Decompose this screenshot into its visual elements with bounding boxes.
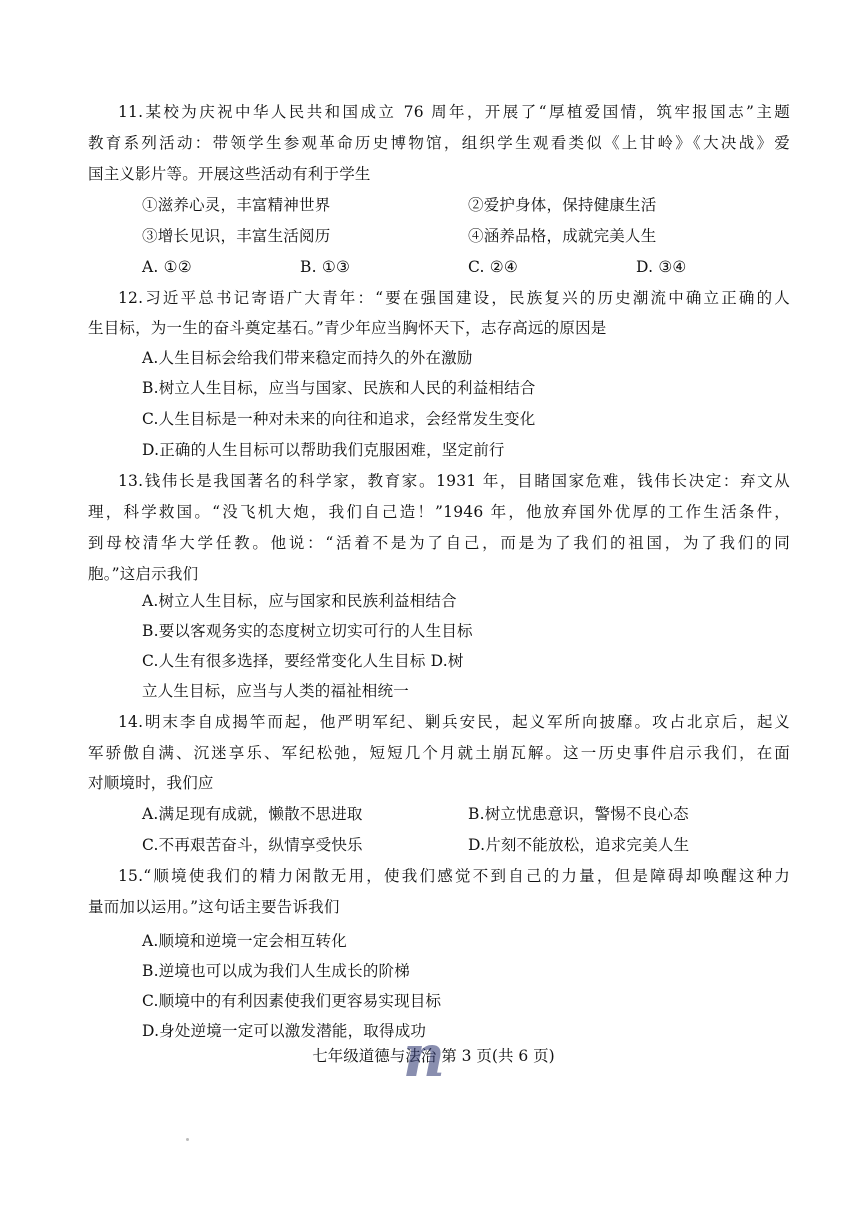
page-footer: 七年级道德与法治 第 3 页(共 6 页) [312, 1047, 555, 1065]
q11-stem-line1: 11.某校为庆祝中华人民共和国成立 76 周年，开展了“厚植爱国情，筑牢报国志”主题 [118, 103, 790, 121]
q14-option-c: C.不再艰苦奋斗，纵情享受快乐 [142, 836, 363, 854]
q15-stem-line2: 量而加以运用。”这句话主要告诉我们 [88, 898, 340, 916]
q14-option-b: B.树立忧患意识，警惕不良心态 [468, 805, 689, 823]
q14-stem-line2: 军骄傲自满、沉迷享乐、军纪松弛，短短几个月就土崩瓦解。这一历史事件启示我们，在面 [88, 744, 790, 762]
q11-stem-line3: 国主义影片等。开展这些活动有利于学生 [88, 165, 371, 183]
q11-option-a: A. ①② [142, 258, 192, 276]
q15-option-a: A.顺境和逆境一定会相互转化 [142, 932, 347, 950]
q14-option-a: A.满足现有成就，懒散不思进取 [142, 805, 363, 823]
q11-option-b: B. ①③ [300, 258, 351, 276]
q12-option-b: B.树立人生目标，应当与国家、民族和人民的利益相结合 [142, 379, 536, 397]
q11-stem-line2: 教育系列活动：带领学生参观革命历史博物馆，组织学生观看类似《上甘岭》《大决战》爱 [88, 134, 790, 152]
q13-stem-line1: 13.钱伟长是我国著名的科学家，教育家。1931 年，目睹国家危难，钱伟长决定：弃文从 [118, 472, 790, 490]
q13-option-a: A.树立人生目标，应与国家和民族利益相结合 [142, 592, 457, 610]
q11-option-d: D. ③④ [636, 258, 687, 276]
q11-item-2: ②爱护身体，保持健康生活 [468, 196, 657, 214]
q12-stem-line1: 12.习近平总书记寄语广大青年：“要在强国建设，民族复兴的历史潮流中确立正确的人 [118, 289, 790, 307]
q11-item-4: ④涵养品格，成就完美人生 [468, 227, 657, 245]
q15-option-c: C.顺境中的有利因素使我们更容易实现目标 [142, 992, 442, 1010]
q11-item-1: ①滋养心灵，丰富精神世界 [142, 196, 331, 214]
q14-stem-line1: 14.明末李自成揭竿而起，他严明军纪、剿兵安民，起义军所向披靡。攻占北京后，起义 [118, 713, 790, 731]
q13-option-b: B.要以客观务实的态度树立切实可行的人生目标 [142, 622, 473, 640]
q12-option-d: D.正确的人生目标可以帮助我们克服困难，坚定前行 [142, 441, 505, 459]
q14-stem-line3: 对顺境时，我们应 [88, 774, 214, 792]
q12-option-c: C.人生目标是一种对未来的向往和追求，会经常发生变化 [142, 410, 536, 428]
q15-option-b: B.逆境也可以成为我们人生成长的阶梯 [142, 962, 410, 980]
q12-stem-line2: 生目标，为一生的奋斗奠定基石。”青少年应当胸怀天下，志存高远的原因是 [88, 319, 607, 337]
q14-option-d: D.片刻不能放松，追求完美人生 [468, 836, 690, 854]
q13-stem-line2: 理，科学救国。“没飞机大炮，我们自己造！”1946 年，他放弃国外优厚的工作生活条件， [88, 503, 790, 521]
scan-speck [186, 1138, 189, 1141]
q15-option-d: D.身处逆境一定可以激发潜能，取得成功 [142, 1022, 427, 1040]
q13-stem-line4: 胞。”这启示我们 [88, 565, 199, 583]
watermark-logo: n [402, 1022, 446, 1090]
q13-stem-line3: 到母校清华大学任教。他说：“活着不是为了自己，而是为了我们的祖国，为了我们的同 [88, 534, 790, 552]
q13-option-c: C.人生有很多选择，要经常变化人生目标 D.树 [142, 652, 464, 670]
q12-option-a: A.人生目标会给我们带来稳定而持久的外在激励 [142, 349, 473, 367]
q11-item-3: ③增长见识，丰富生活阅历 [142, 227, 331, 245]
q13-option-d-continued: 立人生目标，应当与人类的福祉相统一 [142, 682, 409, 700]
q15-stem-line1: 15.“顺境使我们的精力闲散无用，使我们感觉不到自己的力量，但是障碍却唤醒这种力 [118, 867, 790, 885]
q11-option-c: C. ②④ [468, 258, 518, 276]
